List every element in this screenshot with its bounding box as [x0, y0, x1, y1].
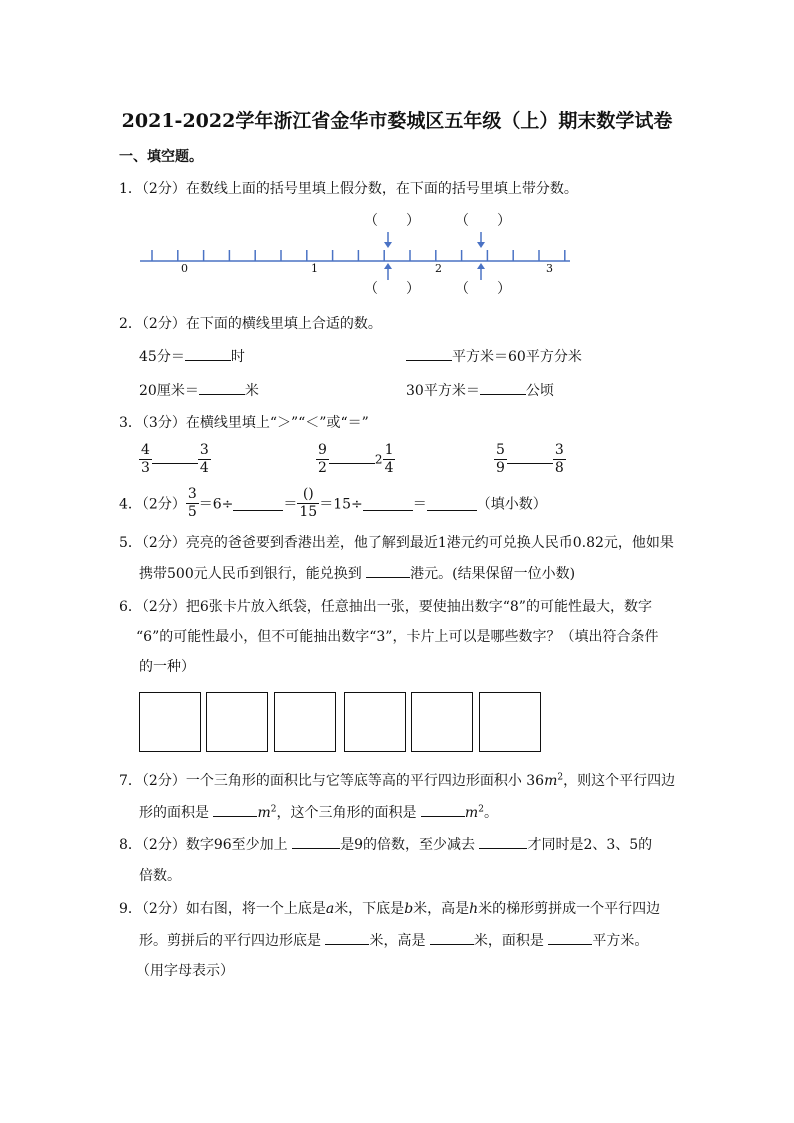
tick-label: 1 — [311, 262, 318, 275]
question-7-line2: 形的面积是 $m^2$，这个三角形的面积是 $m^2$。 — [139, 802, 498, 822]
question-9-line2: 形。剪拼后的平行四边形底是 米，高是 米，面积是 平方米。 — [139, 930, 648, 950]
fraction: $\frac{()}{15}$ — [299, 486, 318, 520]
question-9-line3: （用字母表示） — [136, 963, 234, 979]
question-3: 3．（3分）在横线里填上“＞”“＜”或“＝” — [119, 415, 369, 431]
q3-pair-2: $\frac{9}{2}$ 2 $\frac{1}{4}$ — [318, 442, 394, 476]
answer-blank[interactable] — [325, 930, 369, 945]
q2-item-b: 平方米＝60平方分米 — [406, 346, 582, 366]
answer-blank[interactable] — [366, 563, 410, 578]
q3-pair-3 — [494, 442, 566, 477]
question-2: 2．（2分）在下面的横线里填上合适的数。 — [119, 316, 382, 332]
fraction: $\frac{3}{4}$ — [199, 442, 209, 476]
answer-blank[interactable] — [363, 496, 413, 511]
number-line — [130, 226, 580, 286]
question-9: 9．（2分）如右图，将一个上底是a米，下底是b米，高是h米的梯形剪拼成一个平行四边 — [119, 901, 661, 917]
answer-blank[interactable] — [430, 930, 474, 945]
answer-card[interactable] — [344, 692, 406, 752]
section-heading: 一、填空题。 — [119, 149, 203, 165]
answer-blank[interactable] — [548, 930, 592, 945]
answer-card[interactable] — [479, 692, 541, 752]
answer-blank[interactable] — [421, 802, 465, 817]
question-6-line3: 的一种） — [139, 659, 195, 675]
question-5-line2: 携带500元人民币到银行，能兑换到 港元。(结果保留一位小数) — [139, 563, 575, 583]
answer-blank[interactable] — [185, 346, 231, 361]
answer-bracket[interactable]: （ ） — [455, 213, 511, 229]
answer-bracket[interactable]: （ ） — [455, 281, 511, 297]
answer-card[interactable] — [206, 692, 268, 752]
fraction: $\frac{3}{5}$ — [187, 486, 197, 520]
question-6-line2: “6”的可能性最小，但不可能抽出数字“3”，卡片上可以是哪些数字？（填出符合条件 — [136, 629, 659, 645]
question-8-line2: 倍数。 — [139, 868, 181, 884]
tick-label: 2 — [435, 262, 442, 275]
answer-bracket[interactable]: （ ） — [364, 213, 420, 229]
answer-blank[interactable] — [329, 449, 375, 464]
answer-blank[interactable] — [479, 834, 527, 849]
tick-label: 0 — [181, 262, 188, 275]
fraction: $\frac{3}{8}$ — [554, 442, 564, 476]
answer-bracket[interactable]: （ ） — [364, 281, 420, 297]
answer-blank[interactable] — [213, 802, 257, 817]
q2-item-a: 45分＝ 时 — [139, 346, 245, 366]
question-8: 8．（2分）数字96至少加上 是9的倍数，至少减去 才同时是2、3、5的 — [119, 834, 652, 854]
answer-blank[interactable] — [233, 496, 283, 511]
up-arrow-icon — [477, 263, 485, 269]
answer-blank[interactable] — [199, 380, 245, 395]
tick-label: 3 — [546, 262, 553, 275]
q3-pair-1 — [139, 442, 211, 477]
answer-blank[interactable] — [427, 496, 477, 511]
fraction: $\frac{4}{3}$ — [141, 442, 150, 476]
up-arrow-icon — [384, 263, 392, 269]
answer-card[interactable] — [139, 692, 201, 752]
fraction: $\frac{9}{2}$ — [318, 442, 327, 476]
page-title: 2021-2022学年浙江省金华市婺城区五年级（上）期末数学试卷 — [121, 110, 673, 132]
answer-blank[interactable] — [292, 834, 340, 849]
down-arrow-icon — [384, 242, 392, 248]
down-arrow-icon — [477, 242, 485, 248]
question-6: 6．（2分）把6张卡片放入纸袋，任意抽出一张，要使抽出数字“8”的可能性最大，数字 — [119, 599, 652, 615]
q2-item-d: 30平方米＝ 公顷 — [406, 380, 554, 400]
answer-card[interactable] — [274, 692, 336, 752]
q2-item-c: 20厘米＝ 米 — [139, 380, 259, 400]
question-1: 1．（2分）在数线上面的括号里填上假分数，在下面的括号里填上带分数。 — [119, 181, 578, 197]
answer-blank[interactable] — [152, 449, 198, 464]
question-4: 4．（2分） $\frac{3}{5}$ ＝6÷ ＝ $\frac{()}{15}$ ＝15÷ ＝ （填小数） — [119, 486, 547, 520]
fraction: $\frac{5}{9}$ — [496, 442, 505, 476]
answer-blank[interactable] — [406, 346, 452, 361]
question-5: 5．（2分）亮亮的爸爸要到香港出差，他了解到最近1港元约可兑换人民币0.82元，他如果 — [119, 535, 674, 551]
question-7: 7．（2分）一个三角形的面积比与它等底等高的平行四边形面积小 $36m^2$，则这个平行四边 — [119, 772, 676, 789]
fraction: $\frac{1}{4}$ — [384, 442, 394, 476]
number-line-ticks — [152, 250, 565, 261]
answer-blank[interactable] — [507, 449, 553, 464]
answer-blank[interactable] — [480, 380, 526, 395]
answer-card[interactable] — [411, 692, 473, 752]
